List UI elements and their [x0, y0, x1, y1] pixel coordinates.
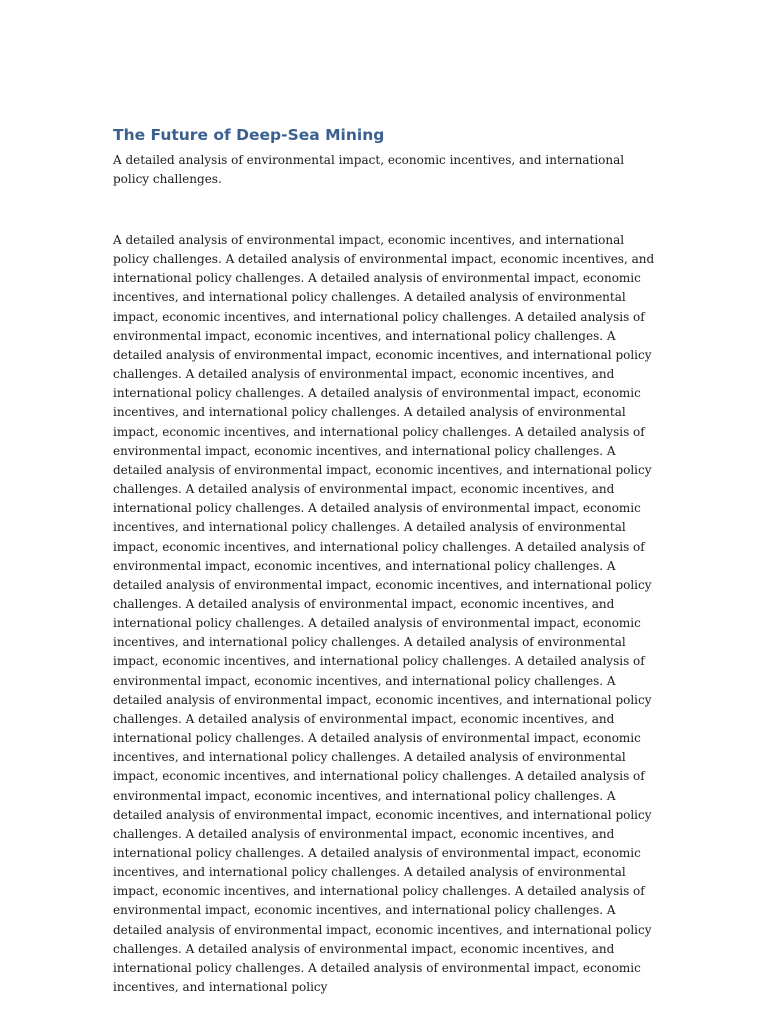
document-subtitle: A detailed analysis of environmental impact, economic incentives, and international policy challenges.: [113, 153, 625, 187]
document-body: A detailed analysis of environmental impact, economic incentives, and international policy challenges. A detailed analysis of environmental impact, economic incentives, and international policy challenges. A detailed analysis of environmental impact, economic incentives, and international policy challenges. A detailed analysis of environmental impact, economic incentives, and international policy challenges. A detailed analysis of environmental impact, economic incentives, and international policy challenges. A detailed analysis of environmental impact, economic incentives, and international policy challenges. A detailed analysis of environmental impact, economic incentives, and international policy challenges. A detailed analysis of environmental impact, economic incentives, and international policy challenges. A detailed analysis of environmental impact, economic incentives, and international policy challenges. A detailed analysis of environmental impact, economic incentives, and international policy challenges. A detailed analysis of environmental impact, economic incentives, and international policy challenges. A detailed analysis of environmental impact, economic incentives, and international policy challenges. A detailed analysis of environmental impact, economic incentives, and international policy challenges. A detailed analysis of environmental impact, economic incentives, and international policy challenges. A detailed analysis of environmental impact, economic incentives, and international policy challenges. A detailed analysis of environmental impact, economic incentives, and international policy challenges. A detailed analysis of environmental impact, economic incentives, and international policy challenges. A detailed analysis of environmental impact, economic incentives, and international policy challenges. A detailed analysis of environmental impact, economic incentives, and international policy challenges. A detailed analysis of environmental impact, economic incentives, and international policy challenges. A detailed analysis of environmental impact, economic incentives, and international policy challenges. A detailed analysis of environmental impact, economic incentives, and international policy challenges. A detailed analysis of environmental impact, economic incentives, and international policy challenges. A detailed analysis of environmental impact, economic incentives, and international policy challenges. A detailed analysis of environmental impact, economic incentives, and international policy challenges. A detailed analysis of environmental impact, economic incentives, and international policy challenges. A detailed analysis of environmental impact, economic incentives, and international policy challenges. A detailed analysis of environmental impact, economic incentives, and international policy challenges. A detailed analysis of environmental impact, economic incentives, and international policy challenges. A detailed analysis of environmental impact, economic incentives, and international policy challenges. A detailed analysis of environmental impact, economic incentives, and international policy challenges. A detailed analysis of environmental impact, economic incentives, and international policy challenges. A detailed analysis of environmental impact, economic incentives, and international policy: [113, 233, 655, 995]
document-page: [113, 123, 658, 995]
document-title: The Future of Deep-Sea Mining: [113, 126, 385, 144]
